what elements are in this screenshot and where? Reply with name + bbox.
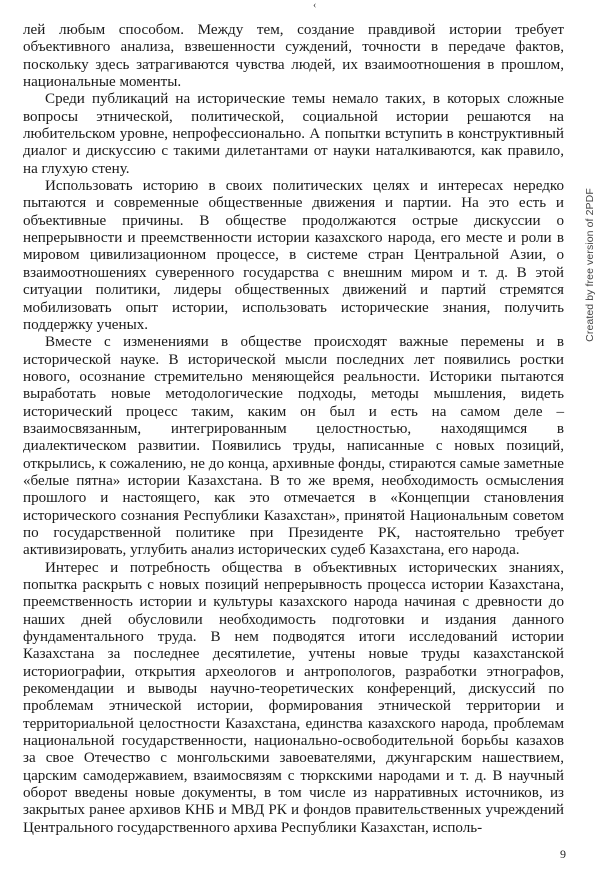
watermark-text: Created by free version of 2PDF: [584, 188, 596, 342]
paragraph-4: Вместе с изменениями в обществе происходят важные перемены и в исторической науке. В исторической мысли последних лет появились ростки нового, осознание стремительно меняющейся реальности. Историки пытаются выработать новые методологические подходы, методы мышления, видеть исторический процесс таким, каким он был и есть на самом деле – взаимосвязанным, интегрированным целостностью, находящимся в диалектическом развитии. Появились труды, написанные с новых позиций, открылись, к сожалению, не до конца, архивные фонды, стираются самые заметные «белые пятна» истории Казахстана. В то же время, необходимость осмысления прошлого и настоящего, как это отмечается в «Концепции становления исторического сознания Республики Казахстан», принятой Национальным советом по государственной политике при Президенте РК, настоятельно требует активизировать, углубить анализ исторических судеб Казахстана, его народа.: [23, 334, 564, 559]
page-number: 9: [560, 847, 566, 861]
paragraph-1: лей любым способом. Между тем, создание правдивой истории требует объективного анализа, взвешенности суждений, точности в передаче фактов, поскольку здесь затрагиваются чувства людей, их взаимоотношения в прошлом, национальные моменты.: [23, 22, 564, 91]
paragraph-3: Использовать историю в своих политических целях и интересах нередко пытаются и современные общественные движения и партии. На это есть и объективные причины. В обществе продолжаются острые дискуссии о непрерывности и преемственности истории казахского народа, его месте и роли в мировом цивилизационном процессе, в системе стран Центральной Азии, о взаимоотношениях суверенного государства с внешним миром и т. д. В этой ситуации политики, лидеры общественных движений и партий стремятся мобилизовать опыт истории, использовать исторические знания, получить поддержку ученых.: [23, 178, 564, 333]
body-text: [23, 22, 564, 837]
paragraph-2: Среди публикаций на исторические темы немало таких, в которых сложные вопросы этнической, политической, социальной истории решаются на любительском уровне, непрофессионально. А попытки вступить в конструктивный диалог и дискуссию с такими дилетантами от науки наталкиваются, как правило, на глухую стену.: [23, 91, 564, 177]
top-margin-mark: ‹: [313, 0, 317, 11]
paragraph-5: Интерес и потребность общества в объективных исторических знаниях, попытка раскрыть с новых позиций непрерывность процесса истории Казахстана, преемственность истории и культуры казахского народа начиная с древности до наших дней обусловили необходимость подготовки и издания данного фундаментального труда. В нем подводятся итоги исследований истории Казахстана за последнее десятилетие, учтены новые труды казахстанской историографии, открытия археологов и антропологов, разработки этнографов, рекомендации и выводы научно-теоретических конференций, дискуссий по проблемам этнической истории, формирования этнической территории и территориальной целостности Казахстана, единства казахского народа, проблемам национальной государственности, национально-освободительной борьбы казахов за свое Отечество с монгольскими завоевателями, джунгарским нашествием, царским самодержавием, взаимосвязям с тюркскими народами и т. д. В научный оборот введены новые документы, в том числе из нарративных источников, из закрытых ранее архивов КНБ и МВД РК и фондов правительственных учреждений Центрального государственного архива Республики Казахстан, исполь-: [23, 559, 564, 836]
converter-watermark: [582, 188, 598, 342]
